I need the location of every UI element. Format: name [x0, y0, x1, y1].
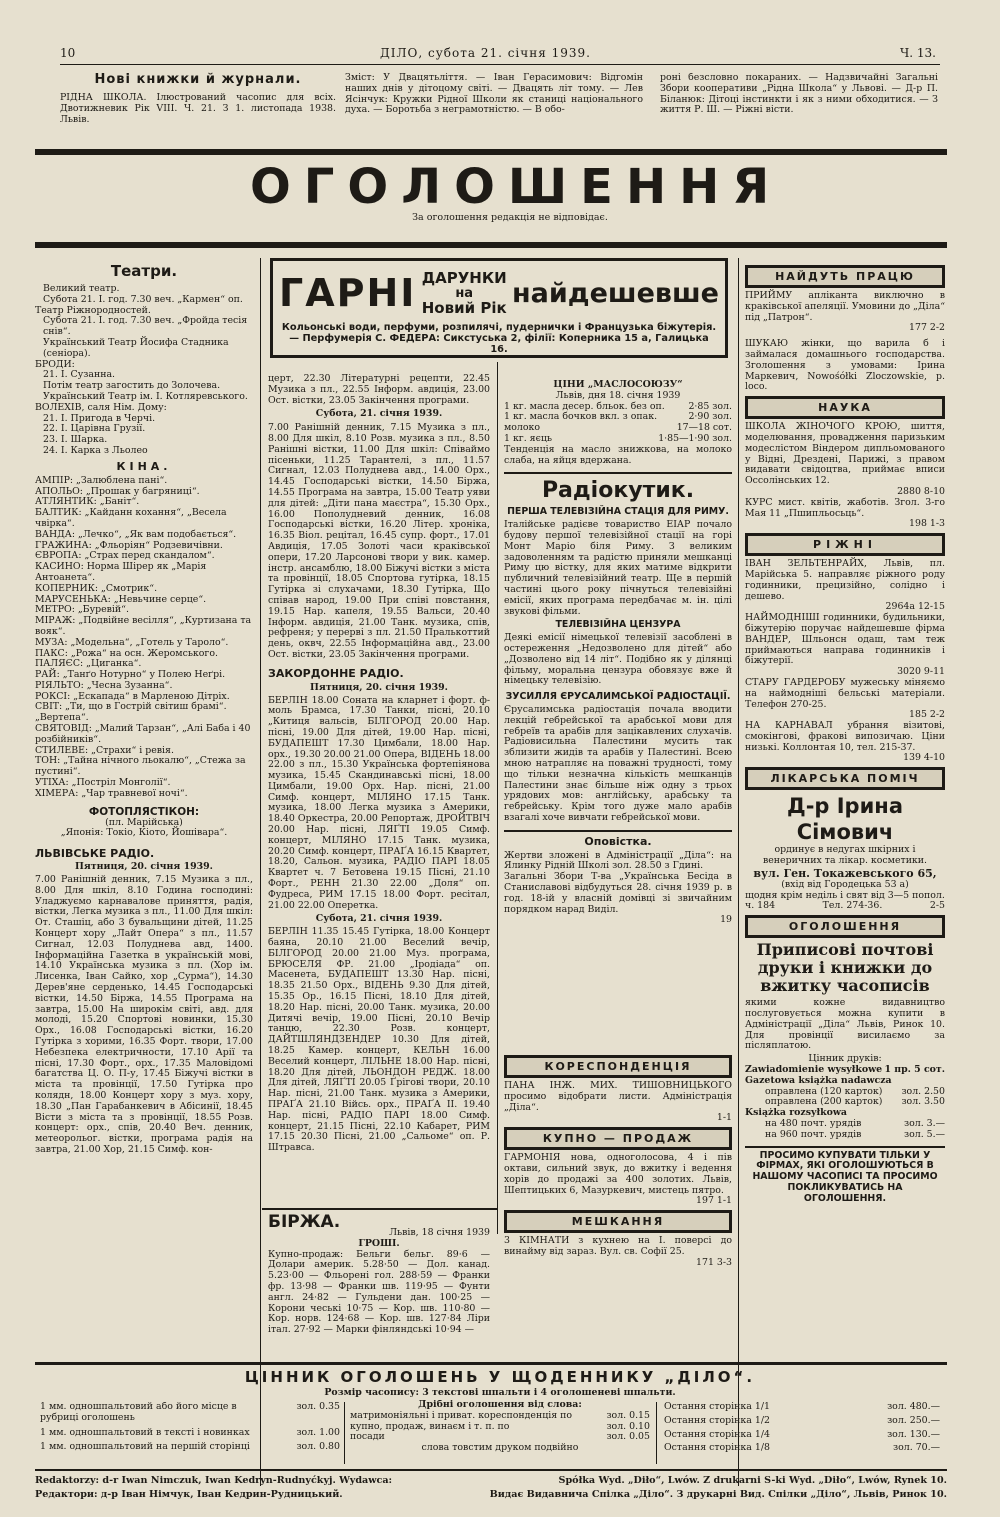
opovistka-ref: 19 [720, 914, 732, 926]
correspondence-title: КОРЕСПОНДЕНЦІЯ [504, 1055, 732, 1078]
cinema-line: МАРУСЕНЬКА: „Невьчине серце“. [35, 593, 207, 605]
cinema-line: УТІХА: „Постріл Монголії“. [35, 777, 171, 789]
misc-ref-4: 139 4-10 [903, 752, 945, 764]
foreign-saturday-text: БЕРЛІН 11.35 15.45 Гутірка, 18.00 Концерт баяна, 20.10 21.00 Веселий вечір, БІЛГОРОД 20.00 21.00 Муз. програма, БРЮСЕЛЯ ФР. 21.00 „Іродіада“ оп. Масенета, БУДАПЕШТ 13.30 Нар. пісні, 18.35 21.50 Орх., ВІДЕНЬ 9.30 Для дітей, 15.35 Ор., 16.15 Пісні, 18.10 Для дітей, 18.20 Нар. пісні, 20.00 Танк. музика, 20.00 Дитячі вечір, 19.00 Пісні, 20.10 Вечір танцю, 22.30 Розв. концерт, ДАЙТШЛЯНДЗЕНДЕР 10.30 Для дітей, 18.25 Камер. концерт, КЕЛЬН 16.00 Веселий концерт, ЛІЛЬНЕ 18.00 Нар. пісні, 18.20 Для дітей, ЛЬОНДОН РЕДЖ. 18.00 Для дітей, ЛЯҐТІ 20.05 Ґрігові твори, 20.10 Нар. пісні, 21.00 Танк. музика з Америки, ПРАҐА 21.10 Війсь. орх., ПРАҐА ІІ. 19.40 Нар. пісні, РАДІО ПАРІ 18.00 Симф. концерт, 21.15 Пісні, 22.10 Кабарет, РИМ 17.15 20.30 Пісні, 21.00 „Сальоме“ оп. Р. Штравса. [268, 926, 490, 1154]
photoplastikon-sub: (пл. Марійська) [105, 816, 183, 828]
buy-sell-ref: 197 1-1 [696, 1195, 732, 1207]
theatre-line: 24. І. Карка з Льолео [43, 444, 148, 456]
gifts-ad-word-5: найдешевше [512, 277, 719, 309]
price-label: Остання сторінка 1/1 [664, 1402, 770, 1412]
radiokutyk-p3: Єрусалимська радіостація почала вводити лекцій гебрейської та арабської мови для гебреїв та арабів для зацікавлених слухачів. Радіовисильна Палестини мусить так зблизити жидів та арабів у Палестині. Всею мною натрапляє на поважні трудності, тому що тільки незначна кількість мешканців Палестини знає більше ніж одну з трьох урядових мов: англійську, арабську та гебрейську. Крім того дуже мало арабів взагалі хоче вивчати гебрейської мови. [504, 703, 732, 823]
price-mid-note: слова товстим друком подвійно [421, 1442, 579, 1454]
misc-ref-3: 185 2-2 [909, 709, 945, 721]
gifts-ad-word-1: ГАРНІ [279, 271, 417, 315]
masthead: ДІЛО, субота 21. січня 1939. [380, 46, 591, 60]
cinemas-list [35, 476, 253, 800]
maslosoyuz-label: 1 кг. масла бочков вкл. з опак. [504, 411, 658, 423]
banner-rule-top [35, 149, 947, 155]
cinema-line: РОКСІ: „Ескапада“ в Марленою Дітріх. [35, 690, 230, 702]
divider-3 [738, 258, 739, 1486]
misc-text-1: ІВАН ЗЕЛЬТЕНРАЙХ, Львів, пл. Марійська 5. направляє ріжного роду годинники, прецизійно, солідно і дешево. [745, 558, 945, 602]
price-value: зол. 250.— [887, 1414, 940, 1426]
books-text: РІДНА ШКОЛА. Ілюстрований часопис для всіх. Двотижневик Рік VIII. Ч. 21. З 1. листопада 1938. Львів. [60, 92, 336, 125]
science-text-2: КУРС мист. квітів, жаботів. Згол. 3-го Мая 11 „Пшипльосьць“. [745, 496, 945, 519]
science-title: НАУКА [745, 396, 945, 419]
exchange-money: ГРОШІ. [358, 1237, 400, 1249]
exchange-rule [262, 1208, 498, 1210]
books-column [60, 72, 336, 142]
price-value: зол. 1.00 [296, 1426, 340, 1438]
price-row [40, 1402, 340, 1424]
theatre-line: ВОЛЕХІВ, саля Нім. Дому: [35, 401, 167, 413]
maslosoyuz-value: 2·85 зол. [688, 400, 732, 412]
notice-warning: ПРОСИМО КУПУВАТИ ТІЛЬКИ У ФІРМАХ, ЯКІ ОГОЛОШУЮТЬСЯ В НАШОМУ ЧАСОПИСІ ТА ПРОСИМО ПОКЛИКУВАТИСЬ НА ОГОЛОШЕННЯ. [752, 1149, 938, 1204]
issue-number: Ч. 13. [900, 46, 936, 60]
maslosoyuz-value: 17—18 сот. [676, 422, 732, 434]
radiokutyk-title: Радіокутик. [541, 478, 695, 504]
price-value: зол. 130.— [887, 1428, 940, 1440]
gifts-ad-word-2: ДАРУНКИ [421, 268, 507, 287]
pricelist-left [40, 1402, 340, 1464]
notice-label: на 480 почт. урядів [765, 1118, 862, 1130]
pricelist-divider-2 [656, 1402, 657, 1464]
theatre-line: Субота 21. І. год. 7.30 веч. „Фройда тесія снів“. [43, 315, 248, 338]
cinema-line: ХІМЕРА: „Чар травневої ночі“. [35, 787, 188, 799]
opovistka-p1: Жертви зложені в Адміністрації „Діла“: на Ялинку Рідній Школі зол. 28.50 з Гдині. [504, 849, 732, 872]
price-row [664, 1443, 940, 1454]
notice-label: Gazetowa książka nadawcza [745, 1074, 892, 1086]
radiokutyk-p1: Італійське радієве товариство ЕІАР почало будову першої телевізійної стації на горі Монт Маріо біля Риму. З великим задоволенням та радістю приняли мешканці Риму цю вістку, для яких матиме відкрити публичний телевізійний театр. Ще в першій частині цього року пічнуться телевізійні емісії, яких програма передбачає м. ін. цілі звукові фільми. [504, 519, 732, 617]
footer-editors-ua: Редактори: д-р Іван Німчук, Іван Кедрин-Рудницький. [35, 1489, 343, 1500]
theatre-line: Потім театр загостить до Золочева. [43, 380, 221, 392]
radiokutyk-h2: ТЕЛЕВІЗІЙНА ЦЕНЗУРА [555, 619, 681, 631]
cinemas-title: КІНА. [116, 459, 172, 473]
cinema-line: РАЙ: „Танґо Нотурно“ у Полею Неґрі. [35, 669, 226, 681]
notice-title: ОГОЛОШЕННЯ [745, 915, 945, 938]
theatre-line: Український Театр Йосифа Стадника (сеніора). [43, 336, 229, 359]
column-3 [504, 380, 732, 1160]
price-row [40, 1442, 340, 1453]
price-label: 1 мм. одношпальтовий на першій сторінці [40, 1441, 250, 1453]
housing-ref: 171 3-3 [696, 1256, 732, 1268]
notice-row [745, 1130, 945, 1141]
books-title: Нові книжки й журнали. [94, 72, 302, 87]
price-label: купно, продаж, винаєм і т. п. по [350, 1420, 510, 1432]
price-label: 1 мм. одношпальтовий або його місце в рубриці оголошень [40, 1402, 237, 1423]
theatre-line: 23. І. Шарка. [43, 434, 108, 446]
price-value: зол. 70.— [893, 1442, 940, 1454]
price-label: Остання сторінка 1/2 [664, 1414, 770, 1426]
exchange-text: Купно-продаж: Бельги бельг. 89·6 — Долари америк. 5.28·50 — Дол. канад. 5.23·00 — Фльорені гол. 288·59 — Франки фр. 13·98 — Франки шв. 119·95 — Фунти англ. 24·82 — Гульдени дан. 100·25 — Корони чеські 10·75 — Кор. шв. 110·80 — Кор. норв. 124·68 — Кор. шв. 127·84 Ліри італ. 27·92 — Марки фінляндські 10·94 — [268, 1248, 490, 1336]
cinema-line: ГРАЖИНА: „Фльоріян“ Родзевичівни. [35, 539, 223, 551]
science-text-1: ШКОЛА ЖІНОЧОГО КРОЮ, шиття, моделювання, провадження паризьким модеслістом Віндером дипльомованого у Відні, Дрездені, Парижі, з правом видавати свідоцтва, приймає вписи Оссолінських 12. [745, 421, 945, 487]
cinema-line: АПОЛЬО: „Прошак у багряниці“. [35, 485, 200, 497]
column-3-ads [504, 1052, 732, 1342]
theatre-line: Український Театр ім. І. Котляревського. [43, 390, 248, 402]
announcements-subtitle: За оголошення редакція не відповідає. [412, 212, 608, 223]
cinema-line: АМПІР: „Залюблена пані“. [35, 474, 168, 486]
footer-line-1 [35, 1474, 947, 1488]
divider-1 [260, 258, 261, 1486]
doctor-line-5 [745, 901, 945, 912]
misc-ref-1: 2964a 12-15 [885, 601, 945, 613]
maslosoyuz-label: 1 кг. яєць [504, 432, 552, 444]
work-ref-1: 177 2-2 [909, 322, 945, 334]
notice-value: 1 пр. 5 сот. [884, 1064, 945, 1076]
price-row [664, 1416, 940, 1427]
notice-label: оправлена (120 карток) [765, 1085, 883, 1097]
pricelist-mid [350, 1400, 650, 1466]
medical-title: ЛІКАРСЬКА ПОМІЧ [745, 767, 945, 790]
buy-sell-text: ГАРМОНІЯ нова, одноголосова, 4 і пів октави, сильний звук, до вжитку і ведення хорів до продажі за 400 золотих. Львів, Шептицьких 6, Мазуркевич, мистець пятро. [504, 1152, 732, 1196]
exchange [268, 1213, 490, 1353]
notice-label: Zawiadomienie wysyłkowe [745, 1064, 883, 1076]
price-value: зол. 480.— [887, 1402, 940, 1412]
maslosoyuz-value: 1·85—1·90 зол. [658, 432, 732, 444]
announcements-title: ОГОЛОШЕННЯ [250, 159, 783, 215]
price-row [350, 1422, 650, 1433]
cinema-line: КОПЕРНИК: „Смотрик“. [35, 582, 158, 594]
notice-price-title: Цінник друків: [808, 1053, 882, 1065]
exchange-date: Львів, 18 січня 1939 [389, 1227, 490, 1238]
radio-saturday-title: Субота, 21. січня 1939. [315, 408, 443, 420]
radiokutyk-h3: ЗУСИЛЛЯ ЄРУСАЛИМСЬКОЇ РАДІОСТАЦІЇ. [505, 691, 731, 703]
photoplastikon-text: „Японія: Токіо, Кіото, Йошівара“. [60, 827, 228, 839]
banner-rule-bottom [35, 242, 947, 248]
notice-value: зол. 3.50 [901, 1096, 945, 1108]
footer-editors-pl: Redaktorzy: d-r Iwan Nimczuk, Iwan Kedryn-Rudnyćkyj. Wydawca: [35, 1475, 393, 1486]
pricelist-subtitle: Розмір часопису: 3 текстові шпальти і 4 оголошеневі шпальти. [324, 1387, 676, 1398]
page-header [60, 46, 936, 62]
notice-value: зол. 5.— [904, 1128, 945, 1140]
opovistka-rule [504, 830, 732, 832]
price-value: зол. 0.10 [606, 1420, 650, 1432]
lviv-radio-title: ЛЬВІВСЬКЕ РАДІО. [35, 847, 155, 861]
maslosoyuz-label: молоко [504, 422, 541, 434]
notice-value: зол. 3.— [904, 1118, 945, 1130]
work-text-2: ШУКАЮ жінки, що варила б і займалася домашнього господарства. Зголошення з умовами: Ірина Маркевич, Nowośółki Zloczowskie, p. loco. [745, 338, 945, 393]
price-row [350, 1411, 650, 1422]
price-label: Остання сторінка 1/8 [664, 1442, 770, 1454]
gifts-ad-word-3: на [455, 285, 474, 301]
cinema-line: АТЛЯНТИК: „Баніт“. [35, 496, 140, 508]
price-label: 1 мм. одношпальтовий в тексті і новинках [40, 1426, 250, 1438]
notice-label: оправлена (200 карток) [765, 1096, 883, 1108]
books-contents-1: Зміст: У Двацятьліття. — Іван Герасимович: Відгомін наших днів у дітоцому світі. — Двацять літ тому. — Лев Ясінчук: Кружки Рідної Школи як станиці національного духа. — Боротьба з неграмотністю. — В обо- [345, 73, 643, 116]
maslosoyuz-label: 1 кг. масла десер. бльок. без оп. [504, 400, 665, 412]
books-contents-2: роні безсловно покараних. — Надзвичайні Загальні Збори кооперативи „Рідна Школа“ у Львові. — Д-р П. Біланюк: Дітоці інстинкти і як з ними обходитися. — З життя Р. Ш. — Ріжні вісти. [660, 73, 938, 116]
doctor-phone: Тел. 274-36. [822, 900, 883, 912]
doctor-code: 2-5 [929, 900, 945, 912]
notice-big: Приписові почтові друки і книжки до вжитку часописів [756, 940, 934, 996]
pricelist-divider-1 [344, 1402, 345, 1464]
cinema-line: РІЯЛЬТО: „Чесна Зузанна“. [35, 679, 173, 691]
maslosoyuz-title: ЦІНИ „МАСЛОСОЮЗУ“ [553, 380, 683, 390]
price-row [664, 1402, 940, 1413]
misc-ref-2: 3020 9-11 [897, 666, 945, 678]
theatres-list [35, 284, 253, 457]
price-row [664, 1430, 940, 1441]
housing-text: 3 КІМНАТИ з кухнею на І. поверсі до винайму від зараз. Вул. св. Софії 25. [504, 1235, 732, 1257]
housing-title: МЕШКАННЯ [504, 1210, 732, 1233]
maslosoyuz-date: Львів, дня 18. січня 1939 [555, 389, 681, 401]
radiokutyk-p2: Деякі емісії німецької телевізії засоблені в остереження „Недозволено для дітей“ або „Дозволено від 14 літ“. Подібно як у ділянці фільму, моральна цензура обовязує вже й німецьку телевізію. [504, 632, 732, 687]
misc-text-4: НА КАРНАВАЛ убрання візитові, смокінгові, фракові випозичаю. Ціни низькі. Коллонтая 10, тел. 215-37. [745, 720, 945, 753]
cinema-line: ПАЛЯЄС: „Циганка“. [35, 658, 142, 670]
opovistka-p2: Загальні Збори Т-ва „Українська Бесіда в Станиславові відбудуться 28. січня 1939 р. в год. 18-ій у власній домівці зі звичайним порядком нарад Видiл. [504, 871, 732, 915]
maslosoyuz-note: Тенденція на масло знижкова, на молоко слаба, на яйця вдержана. [504, 443, 732, 466]
footer-publisher-pl: Spółka Wyd. „Diło“, Lwów. Z drukarni S-ki Wyd. „Diło“, Lwów, Rynek 10. [558, 1475, 947, 1486]
gifts-ad [270, 258, 728, 358]
lviv-radio-text: 7.00 Ранішній денник, 7.15 Музика з пл., 8.00 Для шкіл, 8.10 Година господині: Уладжуємо карнавалове приняття, радія, вістки, Легка музика з пл., 11.00 Для шкіл: От. Сташіц, або 3 бувальщини дітей, 11.25 Концерт хору „Лайт Опера“ з пл., 11.57 Сигнал, 12.03 Полуднева авд, 1400. Інформаційна Газетка в українській мові, 14.10 Українська музика з пл. (Хор ім. Лисенка, Іван Сайко, хор „Сурма“), 14.30 Дерев'яне серденько, 14.45 Господарські вістки, 14.50 Біржа, 14.55 Програма на завтра, 15.00 На широкім світі, авд. для молоді, 15.20 Спортові новинки, 15.30 Орх., 16.08 Господарські вістки, 16.20 Гутірка з хорими, 16.35 Форт. твори, 17.00 Небезпека електричности, 17.10 Арії та пісні, 17.30 Форт., орх., 17.35 Маловідомі багатства Ц. О. П-у, 17.45 Біжучі вістки в міста та провінції, 17.50 Гутірка про колядн, 18.00 Концерт хору з муз. хору, 18.30 „Пан Гарабанкевич в Абісинії, 18.45 Вісти з міста та з провінції, 18.55 Розв. концерт: орх., спів, 20.40 Веч. денник, метеорольог. вістки, програма радія на завтра, 21.00 Хор, 21.15 Симф. кон- [35, 874, 253, 1155]
theatre-line: 22. І. Царівна Грузії. [43, 423, 146, 435]
pricelist-title: ЦІННИК ОГОЛОШЕНЬ У ЩОДЕННИКУ „ДІЛО“. [244, 1368, 756, 1386]
pricelist-rule-top [35, 1362, 947, 1365]
cinema-line: ЄВРОПА: „Страх перед скандалом“. [35, 550, 215, 562]
work-title: НАЙДУТЬ ПРАЦЮ [745, 265, 945, 288]
cinema-line: МЕТРО: „Буревій“. [35, 604, 129, 616]
misc-text-3: СТАРУ ГАРДЕРОБУ мужеську міняємо на наймодніші бельські матеріали. Телефон 270-25. [745, 676, 945, 710]
photoplastikon-title: ФОТОПЛЯСТІКОН: [88, 805, 200, 818]
misc-title: РІЖНІ [745, 533, 945, 556]
divider-2 [497, 362, 498, 1234]
header-rule [60, 64, 940, 65]
theatres-title: Театри. [110, 262, 178, 280]
foreign-friday-title: Пятниця, 20. січня 1939. [310, 681, 448, 693]
column-4 [745, 262, 945, 1352]
cinema-line: БАЛТИК: „Кайданн кохання“, „Весела чвірка“. [35, 507, 227, 529]
cinema-line: МУЗА: „Модельна“, „Готель у Тароло“. [35, 636, 229, 648]
footer-rule [35, 1469, 947, 1471]
doctor-line-4: щодня крім неділь і свят від 3—5 попол. [745, 889, 945, 901]
foreign-radio-title: ЗАКОРДОННЕ РАДІО. [268, 666, 404, 680]
cinema-line: КАСИНО: Норма Шірер як „Марія Антоанета“. [35, 561, 207, 583]
price-value: зол. 0.15 [606, 1409, 650, 1421]
notice-warn-rule [745, 1146, 945, 1148]
radio-saturday-cont: церт, 22.30 Літературні рецепти, 22.45 Музика з пл., 22.55 Інформ. авдиція, 23.00 Ост. вістки, 23.05 Закінчення програми. [268, 374, 490, 406]
price-value: зол. 0.80 [296, 1441, 340, 1453]
theatre-line: 21. І. Сузанна. [43, 369, 116, 381]
opovistka-title: Оповістка. [584, 834, 652, 848]
price-label: Остання сторінка 1/4 [664, 1428, 770, 1440]
theatre-line: БРОДИ: [35, 358, 75, 370]
pricelist-right [664, 1402, 940, 1464]
foreign-saturday-title: Субота, 21. січня 1939. [315, 913, 443, 925]
column-2 [268, 374, 490, 1174]
gifts-ad-body: Кольонські води, перфуми, розпилячі, пудернички і Французька біжутерія. — Перфумерія С. ФЕДЕРА: Сикстуська 2, філії: Коперника 15 а, Галицька 16. [281, 322, 717, 355]
cinema-line: СВЯТОВІД: „Малий Тарзан“, „Алі Баба і 40 розбійників“. [35, 723, 251, 745]
cinema-line: ТОН: „Тайна нічного льокалю“, „Стежа за пустині“. [35, 755, 246, 778]
notice-value: зол. 2.50 [901, 1085, 945, 1097]
radiokutyk-rule [504, 472, 732, 474]
column-1 [35, 262, 253, 1218]
misc-text-2: НАЙМОДНІШІ годинники, будильники, біжутерію поручає найдешевше фірма ВАНДЕР, Шльонсн одаш, там теж приймаються направа годинників і біжутерії. [745, 612, 945, 667]
gifts-ad-word-4: Новий Рік [421, 298, 507, 317]
science-ref-1: 2880 8-10 [897, 485, 945, 497]
price-mid-title: Дрібні оголошення від слова: [418, 1400, 582, 1410]
science-ref-2: 198 1-3 [909, 518, 945, 530]
cinema-line: СВІТ: „Ти, що в Гострій світиш брамі“. „Вертепа“. [35, 701, 227, 724]
doctor-line-3: (вхід від Городецька 53 а) [781, 878, 909, 890]
cinema-line: МІРАЖ: „Подвійне весілля“, „Куртизана та вояк“. [35, 615, 252, 637]
doctor-name: Д-р Ірина Сімович [786, 794, 903, 845]
cinema-line: ВАНДА: „Лечко“, „Як вам подобається“. [35, 528, 237, 540]
footer-line-2 [35, 1488, 947, 1502]
theatre-line: Театр Ріжнородностей. [35, 304, 151, 316]
radio-saturday-text: 7.00 Ранішній денник, 7.15 Музика з пл., 8.00 Для шкіл, 8.10 Розв. музика з пл., 8.50 Ранішні вістки, 11.00 Для шкіл: Співаймо пісеньки, 11.25 Тарантелі, з пл., 11.57 Сигнал, 12.03 Полуднева авд., 14.00 Орх., 14.45 Господарські вістки, 14.50 Біржа, 14.55 Програма на завтра, 15.00 Театр уяви для дітей: „Діти пана маєстра“, 15.30 Орх., 16.00 Пополудневий денник, 16.08 Господарські вістки, 16.20 Літер. хроніка, 16.35 Віол. рецітал, 16.45 супр. форт., 17.01 Авдиція, 17.05 Золоті часи краківської опери, 17.20 Ларсонові твори у вик. камер. інстр. ансамблю, 18.00 Біжучі вістки з міста та провінції, 18.05 Спортова гутірка, 18.15 Гутірка зі слухачами, 18.30 Гутірка, Що співав народ, 19.00 При співі повстання, 19.15 Нар. капеля, 19.55 Вальси, 20.40 Інформ. авдиція, 21.00 Танк. музика, спів, рефреня; у перерві з пл. 21.50 Пралькоттий день, оквч, 22.55 Інформаційна авд., 23.00 Ост. вістки, 23.05 Закінчення програми. [268, 422, 490, 660]
price-label: посади [350, 1431, 385, 1443]
theatre-line: Субота 21. І. год. 7.30 веч. „Кармен“ оп. [43, 293, 243, 305]
doctor-ref: ч. 184 [745, 900, 776, 912]
price-row [40, 1428, 340, 1439]
theatre-line: 21. І. Пригода в Черчі. [43, 412, 156, 424]
notice-label: Książka rozsyłkowa [745, 1107, 847, 1119]
notice-text: якими кожне видавництво послуговується можна купити в Адміністрації „Діла“ Львів, Ринок 10. Для провінції висилаємо за післяплатою. [745, 997, 945, 1052]
work-text-1: ПРИЙМУ аплікантa виключно в краківської апеляції. Умовини до „Діла“ під „Патрон“. [745, 290, 945, 323]
cinema-line: ПАКС: „Рожа“ на осн. Жеромського. [35, 647, 218, 659]
correspondence-ref: 1-1 [716, 1112, 732, 1124]
buy-sell-title: КУПНО — ПРОДАЖ [504, 1127, 732, 1150]
doctor-line-1: ординує в недугах шкірних і венеричних та лікар. косметики. [762, 844, 928, 867]
cinema-line: СТИЛЕВЕ: „Страхи“ і ревія. [35, 744, 174, 756]
exchange-title: БІРЖА. [268, 1213, 341, 1232]
radiokutyk-h1: ПЕРША ТЕЛЕВІЗІЙНА СТАЦІЯ ДЛЯ РИМУ. [507, 506, 729, 518]
page-number: 10 [60, 46, 76, 60]
theatre-line: Великий театр. [43, 283, 120, 294]
notice-label: на 960 почт. урядів [765, 1128, 862, 1140]
doctor-line-2: вул. Ген. Токажевського 65, [753, 866, 937, 880]
price-value: зол. 0.35 [296, 1402, 340, 1412]
footer-publisher-ua: Видає Видавнича Спілка „Діло“. З друкарні Вид. Спілки „Діло“, Львів, Ринок 10. [489, 1489, 947, 1500]
price-value: зол. 0.05 [606, 1431, 650, 1443]
maslosoyuz-value: 2·90 зол. [688, 411, 732, 423]
foreign-friday-text: БЕРЛІН 18.00 Соната на кларнет і форт. ф-моль Брамса, 17.30 Танки, пісні, 20.10 „Китиця вальсів, БІЛГОРОД 20.00 Нар. пісні, 19.00 Для дітей, 19.00 Нар. пісні, БУДАПЕШТ 17.30 Цимбали, 18.00 Нар. орх., 19.30 20.00 21.00 Опера, ВІДЕНЬ 18.00 22.00 з пл., 15.30 Українська фортепіянова музика, 15.45 Скандинавські пісні, 18.00 Цимбали, 19.00 Орх. Нар. пісні, 21.00 Симф. концерт, МІЛЯНО 17.15 Танк. музика, 18.00 Легка музика з Америки, 18.40 Оркестра, 20.00 Репортаж, ДРОЙТВІЧ 20.00 Нар. пісні, ЛЯҐТІ 19.05 Симф. концерт, МІЛЯНО 17.15 Танк. музика, 20.20 Симф. концерт, ПРАҐА 16.15 Квартет, 18.20, Сальон. музика, РАДІО ПАРІ 18.05 Квартет ч. 7 Бетовена 19.15 Пісні, 21.10 Форт., РЕНН 21.30 22.00 „Доля“ оп. Фудреса, РИМ 17.15 18.00 Форт. ресітал, 21.00 22.00 Оперетка. [268, 694, 490, 911]
price-label: матримоніяльні і приват. кореспонденція по [350, 1409, 573, 1421]
correspondence-text: ПАНА ІНЖ. МИХ. ТИШОВНИЦЬКОГО просимо відобрати листи. Адміністрація „Діла“. [504, 1080, 732, 1113]
footer [35, 1474, 947, 1508]
lviv-radio-date: Пятниця, 20. січня 1939. [75, 861, 213, 873]
